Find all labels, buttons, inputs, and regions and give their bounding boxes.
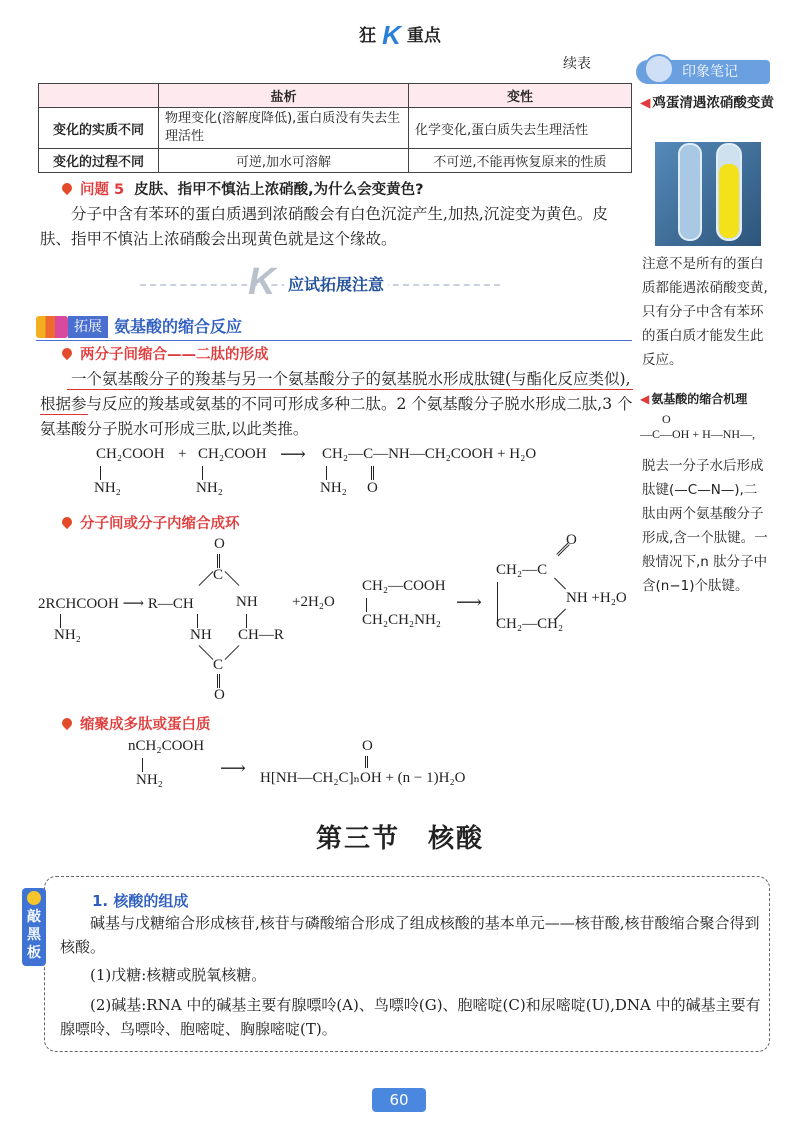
bond-line — [326, 466, 327, 480]
triangle-icon: ◀ — [640, 95, 651, 111]
table-header-row — [39, 84, 632, 108]
subheading-ring — [62, 512, 240, 533]
sidebar-title-text: 氨基酸的缩合机理 — [651, 392, 748, 406]
eq2-nh-left: NH — [190, 627, 212, 643]
mechanism-text: —C—OH + H—NH—, — [640, 427, 756, 441]
key-points-paragraph: 碱基与戊糖缩合形成核苷,核苷与磷酸缩合形成了组成核酸的基本单元——核苷酸,核苷酸缩合聚合得到核酸。 — [60, 914, 760, 956]
mechanism-formula — [640, 412, 780, 442]
eq2-c-bottom: C — [213, 657, 224, 673]
reaction-arrow: ⟶ — [220, 758, 246, 778]
table-cell: 不可逆,不能再恢复原来的性质 — [409, 149, 632, 173]
extension-label: 拓展 — [68, 316, 108, 338]
double-bond — [371, 466, 374, 480]
eq1-product: CH₂—C—NH—CH₂COOH + H₂O — [322, 446, 537, 462]
bullet-icon — [60, 515, 74, 529]
banner-title: 应试拓展注意 — [284, 272, 388, 295]
sidebar-note: 脱去一分子水后形成肽键(—C—N—),二肽由两个氨基酸分子形成,含一个肽键。一般情况下,n 肽分子中含(n−1)个肽键。 — [642, 458, 768, 594]
subheading-text: 缩聚成多肽或蛋白质 — [80, 717, 211, 733]
test-tube-photo — [655, 142, 761, 246]
subheading-text: 两分子间缩合——二肽的形成 — [80, 347, 269, 363]
sidebar-title — [640, 92, 780, 114]
bond-line — [366, 598, 367, 612]
question-tag: 问题 5 — [80, 182, 125, 198]
table-row-head: 变化的过程不同 — [39, 149, 159, 173]
extension-underline — [36, 340, 632, 341]
bond-line — [246, 614, 247, 628]
header-left: 狂 — [359, 26, 377, 46]
table-header-cell — [39, 84, 159, 108]
bond-line — [100, 466, 101, 480]
question-text: 皮肤、指甲不慎沾上浓硝酸,为什么会变黄色? — [134, 182, 424, 198]
chapter-title: 第三节 核酸 — [315, 824, 484, 854]
sidebar-title-text: 鸡蛋清遇浓硝酸变黄 — [652, 95, 774, 111]
question-answer: 分子中含有苯环的蛋白质遇到浓硝酸会有白色沉淀产生,加热,沉淀变为黄色。皮肤、指甲不慎沾上浓硝酸会出现黄色就是这个缘故。 — [40, 205, 608, 248]
eq1-reactant-2: CH₂COOH — [198, 446, 267, 462]
header-right: 重点 — [406, 26, 441, 46]
eq1-nh2: NH₂ — [94, 480, 121, 496]
eq3-bottom: CH₂CH₂NH₂ — [362, 612, 442, 628]
bond-line — [225, 571, 240, 586]
sidebar-header — [636, 60, 770, 84]
eq3-ch2ch2: CH₂—CH₂ — [496, 616, 564, 632]
double-bond — [556, 543, 569, 556]
triangle-icon: ◀ — [640, 392, 650, 406]
eq1-plus: + — [178, 446, 187, 462]
eq1-reactant-1: CH₂COOH — [96, 446, 165, 462]
eq3-ch2c: CH₂—C — [496, 562, 548, 578]
eq2-o-bottom: O — [214, 687, 225, 703]
eq4-nh2: NH₂ — [136, 772, 163, 788]
key-points-tab-label: 敲黑板 — [27, 909, 41, 961]
double-bond — [365, 756, 368, 768]
eq2-c-top: C — [213, 567, 224, 583]
table-row — [39, 108, 632, 149]
eq2-nh2: NH₂ — [54, 627, 81, 643]
lightbulb-icon — [27, 891, 41, 905]
bond-line — [225, 645, 240, 660]
table-header-cell: 盐析 — [159, 84, 409, 108]
table-header-cell: 变性 — [409, 84, 632, 108]
mascot-icon — [644, 54, 674, 84]
red-underline — [67, 389, 633, 390]
sidebar-header-label: 印象笔记 — [682, 64, 738, 80]
bond-line — [202, 466, 203, 480]
reaction-arrow: ⟶ — [280, 444, 306, 464]
question-heading — [62, 178, 424, 199]
bond-line — [199, 645, 214, 660]
color-bars-icon — [36, 316, 68, 338]
key-points-tab — [22, 888, 46, 966]
page-number: 60 — [372, 1088, 426, 1112]
eq2-water: +2H₂O — [292, 594, 335, 610]
red-underline — [40, 414, 88, 415]
eq4-reactant: nCH₂COOH — [128, 738, 205, 754]
reaction-arrow: ⟶ — [456, 592, 482, 612]
eq3-nh: NH +H₂O — [566, 590, 627, 606]
sidebar-note: 注意不是所有的蛋白质都能遇浓硝酸变黄,只有分子中含有苯环的蛋白质才能发生此反应。 — [642, 256, 768, 368]
eq4-product: H[NH—CH₂C]ₙOH + (n − 1)H₂O — [260, 770, 466, 786]
bullet-icon — [60, 716, 74, 730]
bond-line — [554, 577, 566, 589]
continued-label: 续表 — [563, 56, 591, 72]
eq3-o: O — [566, 532, 577, 548]
section-banner — [248, 261, 408, 303]
extension-title: 氨基酸的缩合反应 — [114, 317, 243, 336]
eq2-o-top: O — [214, 536, 225, 552]
table-cell: 可逆,加水可溶解 — [159, 149, 409, 173]
eq1-nh2: NH₂ — [320, 480, 347, 496]
double-bond — [217, 674, 220, 688]
bullet-icon — [60, 346, 74, 360]
subheading-text: 分子间或分子内缩合成环 — [80, 516, 240, 532]
bullet-icon — [60, 181, 74, 195]
k-banner-icon: K — [248, 261, 276, 303]
bond-line — [197, 614, 198, 628]
comparison-table — [38, 83, 632, 173]
eq4-oxygen: O — [362, 738, 373, 754]
eq2-nh-right: NH — [236, 594, 258, 610]
running-header — [0, 20, 800, 51]
table-cell: 物理变化(溶解度降低),蛋白质没有失去生理活性 — [159, 108, 409, 149]
key-points-paragraph: (2)碱基:RNA 中的碱基主要有腺嘌呤(A)、鸟嘌呤(G)、胞嘧啶(C)和尿嘧啶(U),DNA 中的碱基主要有腺嘌呤、鸟嘌呤、胞嘧啶、胸腺嘧啶(T)。 — [60, 996, 761, 1038]
eq2-reactant: 2RCHCOOH ⟶ R—CH — [38, 596, 194, 612]
bond-line — [60, 614, 61, 628]
table-cell: 化学变化,蛋白质失去生理活性 — [409, 108, 632, 149]
subheading-polypeptide — [62, 713, 211, 734]
mechanism-oxygen: O — [662, 412, 671, 426]
eq1-nh2: NH₂ — [196, 480, 223, 496]
k-logo-icon: K — [382, 20, 401, 50]
dipeptide-paragraph: 一个氨基酸分子的羧基与另一个氨基酸分子的氨基脱水形成肽键(与酯化反应类似),根据参与反应的羧基或氨基的不同可形成多种二肽。2 个氨基酸分子脱水形成二肽,3 个氨基酸分子脱水可形成三肽,以此类推。 — [40, 370, 633, 438]
bond-line — [142, 758, 143, 772]
table-row — [39, 149, 632, 173]
subheading-dipeptide — [62, 343, 269, 364]
eq2-chr: CH—R — [238, 627, 284, 643]
double-bond — [217, 554, 220, 568]
table-row-head: 变化的实质不同 — [39, 108, 159, 149]
bond-line — [199, 571, 214, 586]
sidebar-title — [640, 390, 747, 407]
key-points-paragraph: (1)戊糖:核糖或脱氧核糖。 — [90, 966, 267, 984]
eq3-top: CH₂—COOH — [362, 578, 446, 594]
key-points-heading: 1. 核酸的组成 — [92, 892, 189, 910]
eq1-oxygen: O — [367, 480, 378, 496]
